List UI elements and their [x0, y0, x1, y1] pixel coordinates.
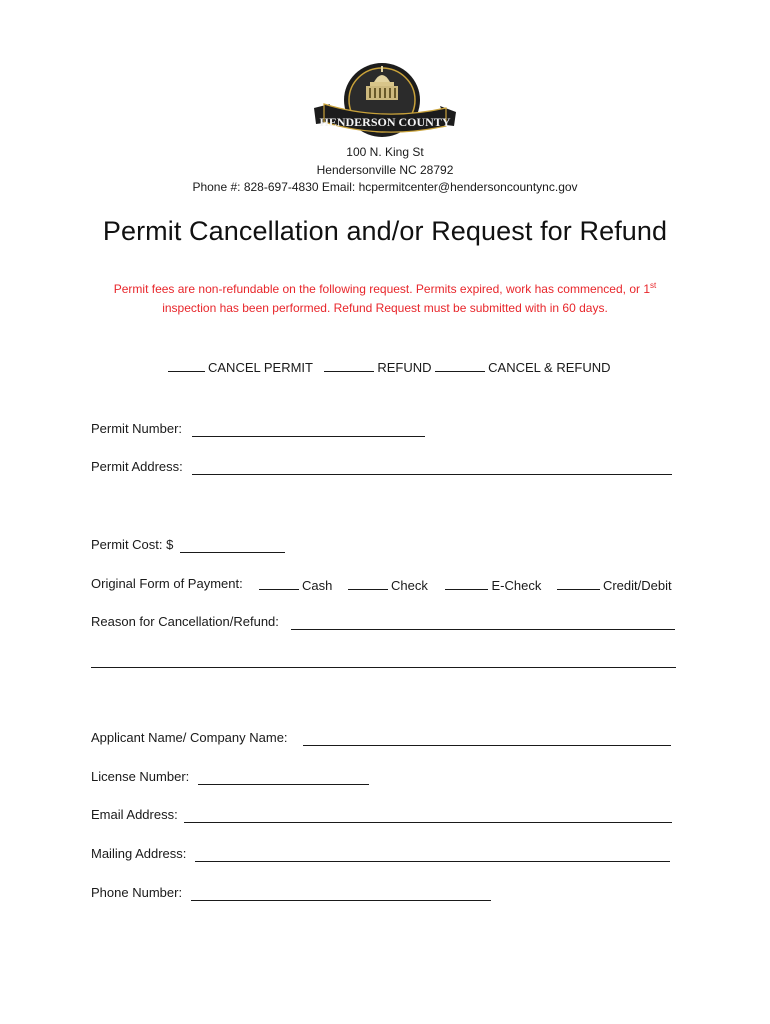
- page-title: Permit Cancellation and/or Request for Refund: [102, 216, 668, 246]
- address-city: Hendersonville NC 28792: [316, 163, 454, 177]
- permit-address-label: Permit Address:: [91, 459, 183, 474]
- license-field[interactable]: [198, 784, 369, 785]
- payment-options-row: [259, 576, 672, 593]
- logo-text: HENDERSON COUNTY: [319, 115, 451, 129]
- address-street: 100 N. King St: [346, 145, 424, 159]
- permit-cost-field[interactable]: [180, 552, 285, 553]
- county-seal-icon: [310, 60, 460, 144]
- email-field[interactable]: [184, 822, 672, 823]
- option-cancel-permit: CANCEL PERMIT: [208, 360, 313, 375]
- option-refund: REFUND: [377, 360, 432, 375]
- notice-superscript: st: [650, 281, 657, 290]
- notice-line-1: Permit fees are non-refundable on the following request. Permits expired, work has commenced, or 1: [113, 282, 651, 296]
- phone-field[interactable]: [191, 900, 491, 901]
- payment-form-label: Original Form of Payment:: [91, 576, 243, 591]
- address-contact: Phone #: 828-697-4830 Email: hcpermitcenter@hendersoncountync.gov: [192, 180, 578, 194]
- cancel-permit-blank[interactable]: [168, 358, 205, 372]
- cancel-refund-blank[interactable]: [435, 358, 485, 372]
- license-label: License Number:: [91, 769, 190, 784]
- email-label: Email Address:: [91, 807, 178, 822]
- mailing-label: Mailing Address:: [91, 846, 187, 861]
- credit-debit-blank[interactable]: [557, 576, 600, 590]
- applicant-label: Applicant Name/ Company Name:: [91, 730, 288, 745]
- option-cancel-and-refund: CANCEL & REFUND: [488, 360, 611, 375]
- permit-number-field[interactable]: [192, 436, 425, 437]
- check-blank[interactable]: [348, 576, 388, 590]
- cash-blank[interactable]: [259, 576, 299, 590]
- county-logo: [310, 60, 460, 144]
- echeck-blank[interactable]: [445, 576, 488, 590]
- request-type-row: [168, 358, 611, 375]
- reason-field-line-2[interactable]: [91, 667, 676, 668]
- permit-cost-label: Permit Cost: $: [91, 537, 174, 552]
- reason-label: Reason for Cancellation/Refund:: [91, 614, 279, 629]
- permit-number-label: Permit Number:: [91, 421, 183, 436]
- notice-line-2: inspection has been performed. Refund Request must be submitted with in 60 days.: [162, 301, 608, 315]
- mailing-field[interactable]: [195, 861, 670, 862]
- payment-option-echeck: E-Check: [491, 578, 542, 593]
- refund-notice: [60, 280, 710, 318]
- refund-blank[interactable]: [324, 358, 374, 372]
- payment-option-cash: Cash: [302, 578, 333, 593]
- payment-option-credit-debit: Credit/Debit: [602, 578, 672, 593]
- permit-address-field[interactable]: [192, 474, 672, 475]
- phone-label: Phone Number:: [91, 885, 183, 900]
- applicant-field[interactable]: [303, 745, 671, 746]
- payment-option-check: Check: [390, 578, 428, 593]
- reason-field[interactable]: [291, 629, 675, 630]
